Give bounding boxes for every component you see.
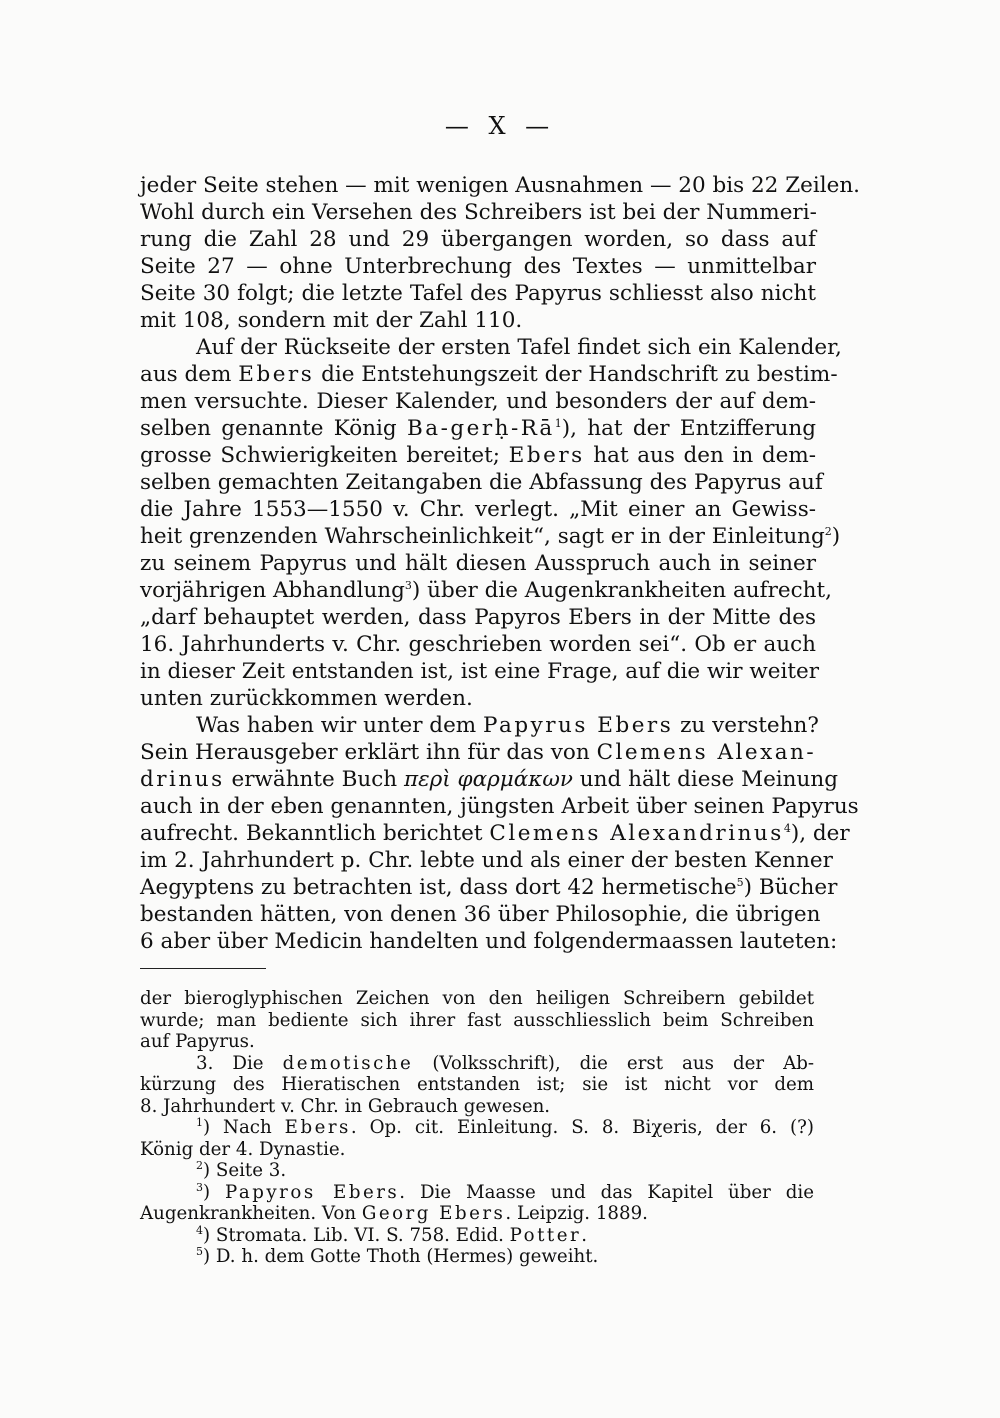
greek-title: περὶ φαρμάκων <box>403 767 573 792</box>
body-line: 16. Jahrhunderts v. Chr. geschrieben worden sei“. Ob er auch <box>140 632 816 657</box>
body-line: Wohl durch ein Versehen des Schreibers ist bei der Nummeri- <box>140 200 817 225</box>
body-line: zu seinem Papyrus und hält diesen Ausspruch auch in seiner <box>140 551 816 576</box>
script-name: demotische <box>282 1052 414 1074</box>
footnote-line: auf Papyrus. <box>140 1031 255 1052</box>
body-line: auch in der eben genannten, jüngsten Arbeit über seinen Papyrus <box>140 794 859 819</box>
footnotes <box>140 988 814 1268</box>
author-name: Clemens Alexan- <box>596 740 817 765</box>
footnote-line: kürzung des Hieratischen entstanden ist; sie ist nicht vor dem <box>140 1074 814 1095</box>
footnote-ref: 3 <box>404 578 412 592</box>
body-line: bestanden hätten, von denen 36 über Philosophie, die übrigen <box>140 902 821 927</box>
body-line: drinus erwähnte Buch περὶ φαρμάκων und hält diese Meinung <box>140 767 838 792</box>
author-name: Ebers <box>508 443 585 468</box>
footnote-5: $^5$) D. h. dem Gotte Thoth (Hermes) geweiht. <box>196 1244 599 1267</box>
body-line: Seite 27 — ohne Unterbrechung des Textes — unmittelbar <box>140 254 816 279</box>
body-line: mit 108, sondern mit der Zahl 110. <box>140 308 523 333</box>
footnote-3: $^3$) Papyros Ebers. Die Maasse und das Kapitel über die <box>196 1180 814 1203</box>
king-name: Ba-gerḥ-Rā <box>406 416 555 441</box>
body-line: heit grenzenden Wahrscheinlichkeit“, sagt er in der Einleitung$^2$) <box>140 524 841 549</box>
body-line: Seite 30 folgt; die letzte Tafel des Papyrus schliesst also nicht <box>140 281 816 306</box>
body-line: grosse Schwierigkeiten bereitet; Ebers hat aus den in dem- <box>140 443 817 468</box>
body-line: aufrecht. Bekanntlich berichtet Clemens Alexandrinus$^4$), der <box>140 821 850 846</box>
body-line: Auf der Rückseite der ersten Tafel findet sich ein Kalender, <box>196 335 842 360</box>
body-line: unten zurückkommen werden. <box>140 686 473 711</box>
body-text <box>140 172 861 955</box>
footnote-ref: 1 <box>554 416 562 430</box>
author-name: Ebers <box>284 1117 351 1138</box>
footnote-line: der bieroglyphischen Zeichen von den heiligen Schreibern gebildet <box>140 988 814 1009</box>
footnote-line: Augenkrankheiten. Von Georg Ebers. Leipzig. 1889. <box>140 1203 648 1224</box>
body-line: rung die Zahl 28 und 29 übergangen worden, so dass auf <box>140 227 816 252</box>
footnote-divider <box>140 968 266 969</box>
author-name: Ebers <box>238 362 315 387</box>
footnote-line: 3. Die demotische (Volksschrift), die erst aus der Ab- <box>196 1052 815 1074</box>
body-line: selben genannte König $Ba-gerḥ-Rā^1$), hat der Entzifferung <box>140 416 816 441</box>
footnote-ref: 4 <box>783 821 791 835</box>
body-line: selben gemachten Zeitangaben die Abfassung des Papyrus auf <box>140 470 823 495</box>
footnote-ref: 2 <box>824 524 832 538</box>
editor-name: Potter <box>509 1224 582 1246</box>
body-line: men versuchte. Dieser Kalender, und besonders der auf dem- <box>140 389 816 414</box>
body-line: in dieser Zeit entstanden ist, ist eine Frage, auf die wir weiter <box>140 659 819 684</box>
work-title: Papyrus Ebers <box>483 713 674 738</box>
body-line: „darf behauptet werden, dass Papyros Ebers in der Mitte des <box>140 605 816 630</box>
page-number: — X — <box>444 112 556 140</box>
author-name: Georg Ebers <box>361 1203 506 1224</box>
body-line: Was haben wir unter dem Papyrus Ebers zu verstehn? <box>196 713 819 738</box>
author-name: Clemens Alexandrinus <box>489 821 784 846</box>
footnote-4: $^4$) Stromata. Lib. VI. S. 758. Edid. Potter. <box>196 1223 587 1246</box>
body-line: Aegyptens zu betrachten ist, dass dort 42 hermetische$^5$) Bücher <box>140 875 838 900</box>
body-line: vorjährigen Abhandlung$^3$) über die Augenkrankheiten aufrecht, <box>140 578 832 603</box>
footnote-ref: 5 <box>736 875 744 889</box>
footnote-2: $^2$) Seite 3. <box>196 1158 287 1181</box>
footnote-line: wurde; man bediente sich ihrer fast ausschliesslich beim Schreiben <box>140 1009 814 1031</box>
work-title: Papyros Ebers <box>225 1181 400 1203</box>
footnote-line: 8. Jahrhundert v. Chr. in Gebrauch gewesen. <box>140 1095 551 1117</box>
footnote-1: $^1$) Nach Ebers. Op. cit. Einleitung. S. 8. Biχeris, der 6. (?) <box>196 1115 814 1138</box>
body-line: die Jahre 1553—1550 v. Chr. verlegt. „Mit einer an Gewiss- <box>140 497 816 522</box>
body-line: im 2. Jahrhundert p. Chr. lebte und als einer der besten Kenner <box>140 848 833 873</box>
body-line: 6 aber über Medicin handelten und folgendermaassen lauteten: <box>140 929 838 954</box>
body-line: aus dem Ebers die Entstehungszeit der Handschrift zu bestim- <box>140 362 838 387</box>
footnote-line: König der 4. Dynastie. <box>140 1138 346 1160</box>
author-name: drinus <box>140 767 225 792</box>
body-line: jeder Seite stehen — mit wenigen Ausnahmen — 20 bis 22 Zeilen. <box>140 173 861 198</box>
body-line: Sein Herausgeber erklärt ihn für das von Clemens Alexan- <box>140 740 817 765</box>
